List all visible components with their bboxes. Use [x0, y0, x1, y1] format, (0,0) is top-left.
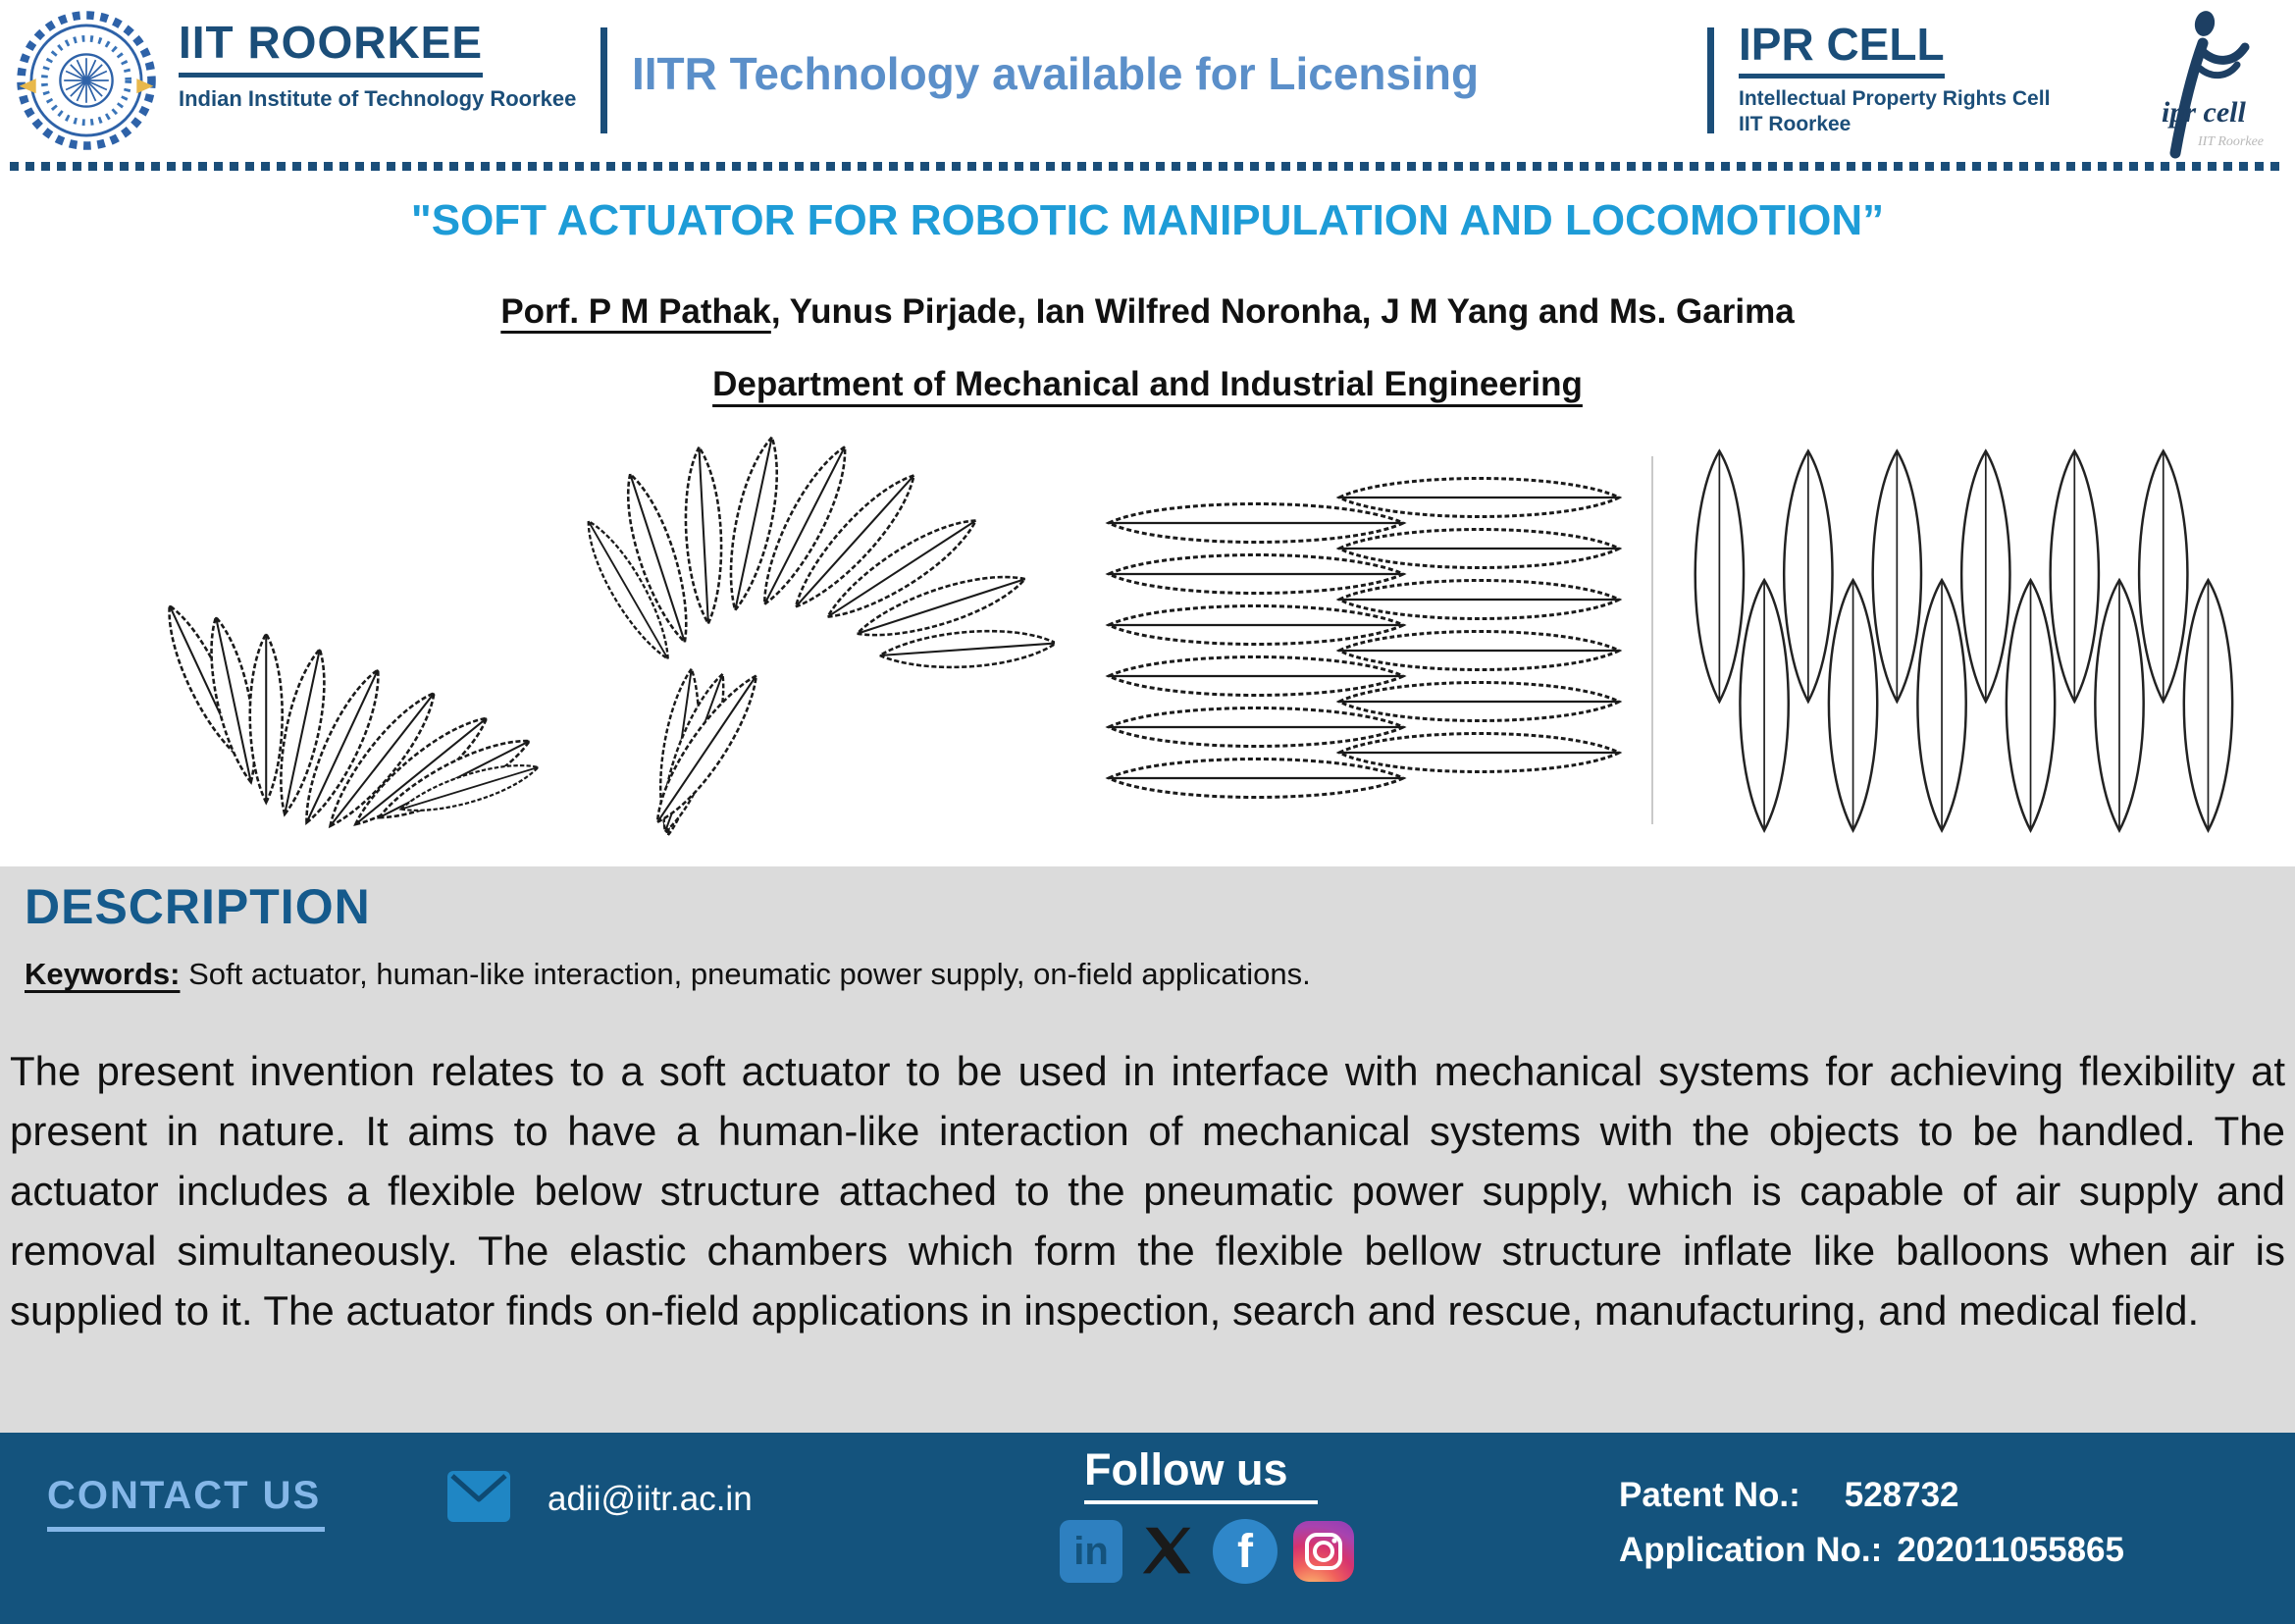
department-line: Department of Mechanical and Industrial Engineering — [712, 365, 1583, 403]
contact-us-link[interactable]: CONTACT US — [47, 1474, 325, 1532]
institute-subtitle: Indian Institute of Technology Roorkee — [179, 86, 577, 111]
ipr-cell-block — [1739, 18, 2050, 137]
banner-title: IITR Technology available for Licensing — [632, 48, 1480, 99]
actuator-figure-3 — [1094, 446, 1634, 844]
keywords-text: Soft actuator, human-like interaction, pneumatic power supply, on-field applications. — [180, 957, 1311, 991]
coauthors: , Yunus Pirjade, Ian Wilfred Noronha, J M Yang and Ms. Garima — [770, 292, 1795, 331]
ipr-cell-name: IPR CELL — [1739, 18, 1945, 79]
keywords-line — [25, 957, 1311, 992]
institute-name: IIT ROORKEE — [179, 16, 483, 78]
description-section — [0, 866, 2295, 1433]
actuator-figure-2 — [584, 432, 1055, 849]
linkedin-icon[interactable]: in — [1060, 1520, 1122, 1583]
ipr-cell-subtitle: Intellectual Property Rights Cell IIT Roorkee — [1739, 87, 2051, 135]
description-paragraph: The present invention relates to a soft actuator to be used in interface with mechanical systems for achieving flexibility at present in nature. It aims to have a human-like interaction of mechanical systems with the objects to be handled. The actuator includes a flexible below structure attached to the pneumatic power supply, which is capable of air supply and removal simultaneously. The elastic chambers which form the flexible bellow structure inflate like balloons when air is supplied to it. The actuator finds on-field applications in inspection, search and rescue, manufacturing, and medical field. — [10, 1048, 2285, 1334]
contact-email[interactable]: adii@iitr.ac.in — [548, 1480, 753, 1518]
page-title: "SOFT ACTUATOR FOR ROBOTIC MANIPULATION AND LOCOMOTION” — [410, 196, 1885, 244]
application-label: Application No.: — [1619, 1531, 1883, 1569]
iit-roorkee-seal-icon — [12, 6, 161, 155]
figure-separator — [1651, 456, 1653, 824]
keywords-label: Keywords: — [25, 957, 181, 991]
facebook-icon[interactable]: f — [1213, 1519, 1278, 1584]
lead-author: Porf. P M Pathak — [500, 292, 771, 331]
application-value: 202011055865 — [1897, 1531, 2124, 1569]
patent-row — [1619, 1468, 2124, 1523]
ipr-cell-logo-icon — [2105, 6, 2286, 161]
application-row — [1619, 1523, 2124, 1578]
x-twitter-icon[interactable] — [1138, 1522, 1197, 1581]
instagram-icon[interactable] — [1293, 1521, 1354, 1582]
dotted-separator — [10, 162, 2285, 171]
patent-label: Patent No.: — [1619, 1476, 1800, 1514]
svg-text:IIT Roorkee: IIT Roorkee — [2198, 134, 2264, 149]
social-icons — [1060, 1519, 1354, 1584]
follow-us-label: Follow us — [1084, 1444, 1318, 1504]
authors-line — [0, 292, 2295, 332]
header-divider-left — [600, 27, 607, 133]
actuator-figure-1 — [123, 446, 545, 854]
institute-block — [179, 16, 576, 112]
email-icon — [446, 1470, 511, 1528]
footer — [0, 1433, 2295, 1624]
description-heading: DESCRIPTION — [25, 879, 371, 934]
patent-info — [1619, 1468, 2124, 1578]
svg-text:ipr cell: ipr cell — [2162, 96, 2246, 129]
actuator-figure-4 — [1668, 440, 2257, 847]
header-divider-right — [1707, 27, 1714, 133]
patent-value: 528732 — [1844, 1476, 1959, 1514]
